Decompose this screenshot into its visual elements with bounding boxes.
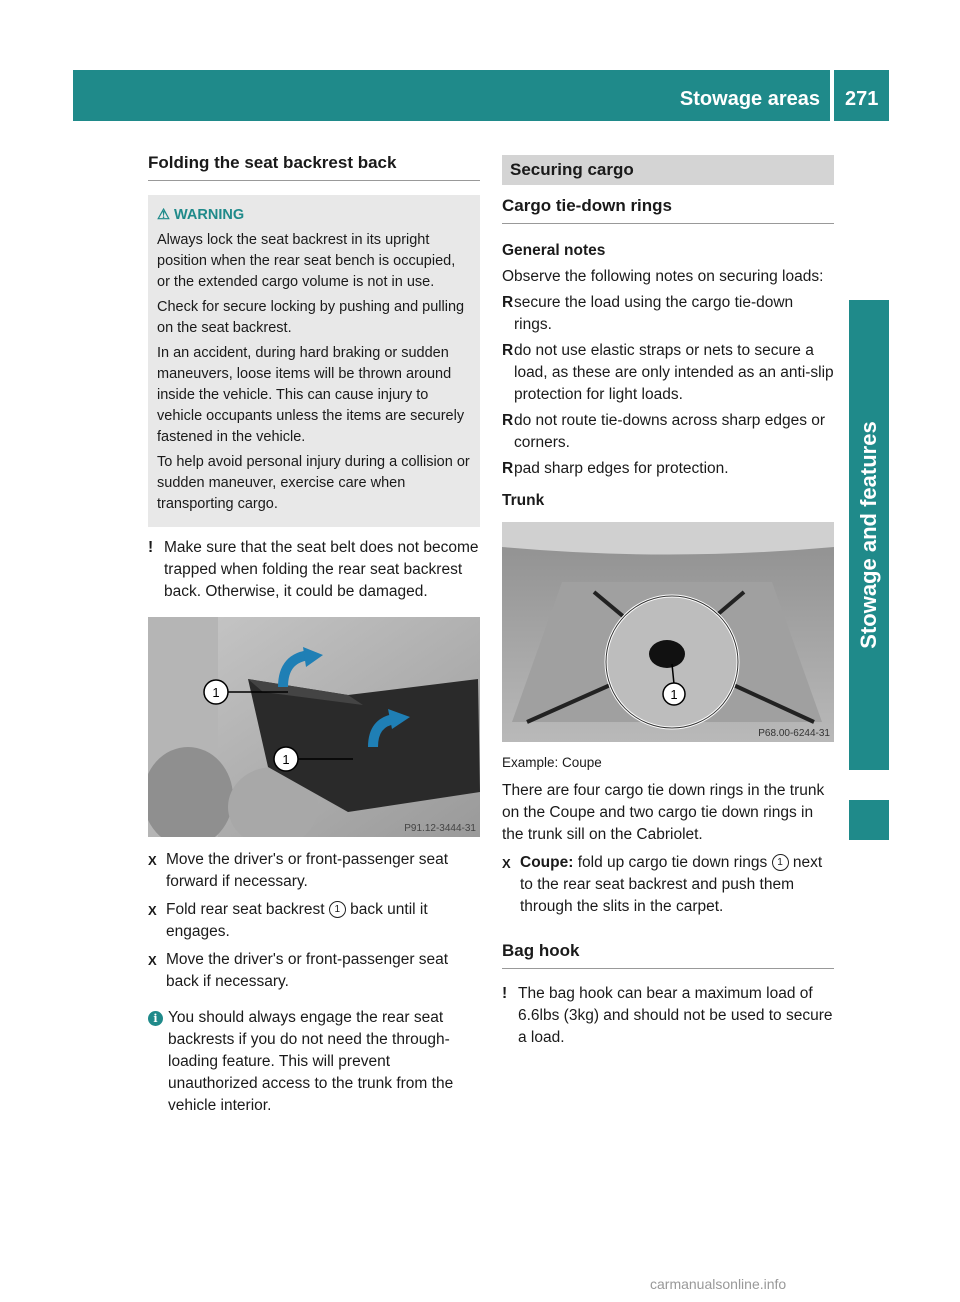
section-heading: Bag hook: [502, 940, 834, 969]
callout-1: 1: [670, 687, 678, 702]
intro-text: Observe the following notes on securing loads:: [502, 268, 824, 285]
side-tab-label: Stowage and features: [856, 421, 881, 649]
caution-text: The bag hook can bear a maximum load of 6.6lbs (3kg) and should not be used to secure a load.: [518, 985, 833, 1046]
warning-triangle-icon: ⚠: [157, 207, 170, 223]
step-marker: X: [148, 853, 157, 868]
caution-text: Make sure that the seat belt does not become trapped when folding the rear seat backrest back. Otherwise, it could be damaged.: [164, 539, 479, 600]
left-column: [148, 152, 480, 1117]
subheading: General notes: [502, 242, 606, 259]
section-title: Stowage areas: [679, 88, 820, 110]
callout-1: 1: [282, 752, 290, 767]
warning-para: To help avoid personal injury during a collision or sudden maneuver, exercise care when transporting cargo.: [157, 454, 470, 512]
callout-ref: 1: [329, 901, 346, 918]
step-bold: Coupe:: [520, 854, 574, 871]
section-heading: Folding the seat backrest back: [148, 152, 480, 181]
step-item: [148, 899, 480, 943]
seat-backrest-image: [148, 617, 480, 837]
bullet-text: pad sharp edges for protection.: [514, 460, 729, 477]
step-text: next to the rear seat backrest and push them through the slits in the carpet.: [520, 854, 823, 915]
bullet-item: [502, 410, 834, 454]
step-text: back until it engages.: [166, 901, 428, 940]
step-text: Fold rear seat backrest: [166, 901, 329, 918]
trunk-image: [502, 522, 834, 742]
step-item: [148, 849, 480, 893]
image-caption: Example: Coupe: [502, 755, 602, 770]
step-item: [148, 949, 480, 993]
bullet-text: do not route tie-downs across sharp edges or corners.: [514, 412, 826, 451]
warning-para: Always lock the seat backrest in its upright position when the rear seat bench is occupied, or the extended cargo volume is not in use.: [157, 232, 456, 290]
trunk-label: Trunk: [502, 492, 545, 509]
steps-list: [148, 849, 480, 993]
bullet-text: secure the load using the cargo tie-down rings.: [514, 294, 794, 333]
trunk-illustration: [502, 522, 834, 742]
info-text: You should always engage the rear seat backrests if you do not need the through-loading feature. This will prevent unauthorized access to the trunk from the vehicle interior.: [168, 1009, 454, 1114]
caution-mark: !: [148, 539, 154, 556]
watermark: carmanualsonline.info: [650, 1276, 787, 1292]
bullet-item: [502, 292, 834, 336]
step-text: Move the driver's or front-passenger seat forward if necessary.: [166, 851, 449, 890]
image-code: P68.00-6244-31: [758, 728, 830, 739]
callout-1: 1: [212, 685, 220, 700]
bullet-marker: R: [502, 460, 514, 477]
right-column: [502, 155, 834, 1049]
step-item: [502, 852, 834, 918]
warning-title-text: WARNING: [174, 207, 245, 223]
caution-note: [502, 983, 834, 1049]
body-paragraph: There are four cargo tie down rings in the trunk on the Coupe and two cargo tie down rings in the trunk sill on the Cabriolet.: [502, 782, 825, 843]
caution-note: [148, 537, 480, 603]
side-tab: [849, 300, 889, 770]
bullet-marker: R: [502, 294, 514, 311]
callout-ref: 1: [772, 854, 789, 871]
bullet-item: [502, 458, 834, 480]
step-marker: X: [148, 903, 157, 918]
side-tab-marker: [849, 800, 889, 840]
caution-mark: !: [502, 985, 508, 1002]
step-marker: X: [148, 953, 157, 968]
bullet-list: [502, 292, 834, 480]
warning-box: [148, 195, 480, 527]
seat-backrest-illustration: [148, 617, 480, 837]
bullet-marker: R: [502, 412, 514, 429]
info-icon: i: [148, 1011, 163, 1026]
bullet-item: [502, 340, 834, 406]
header-divider: [830, 70, 834, 121]
step-marker: X: [502, 856, 511, 871]
warning-para: In an accident, during hard braking or sudden maneuvers, loose items will be thrown around inside the vehicle. This can cause injury to vehicle occupants unless the items are securely fastened in the vehicle.: [157, 345, 465, 445]
info-note: [148, 1007, 480, 1117]
section-heading: Cargo tie-down rings: [502, 195, 834, 224]
warning-title: [157, 205, 472, 226]
warning-para: Check for secure locking by pushing and pulling on the seat backrest.: [157, 299, 465, 336]
bullet-text: do not use elastic straps or nets to secure a load, as these are only intended as an anti-slip protection for light loads.: [514, 342, 834, 403]
page-number: 271: [845, 88, 879, 110]
image-code: P91.12-3444-31: [404, 823, 476, 834]
section-band: Securing cargo: [502, 155, 834, 185]
step-text: Move the driver's or front-passenger seat back if necessary.: [166, 951, 449, 990]
step-text: fold up cargo tie down rings: [573, 854, 772, 871]
bullet-marker: R: [502, 342, 514, 359]
